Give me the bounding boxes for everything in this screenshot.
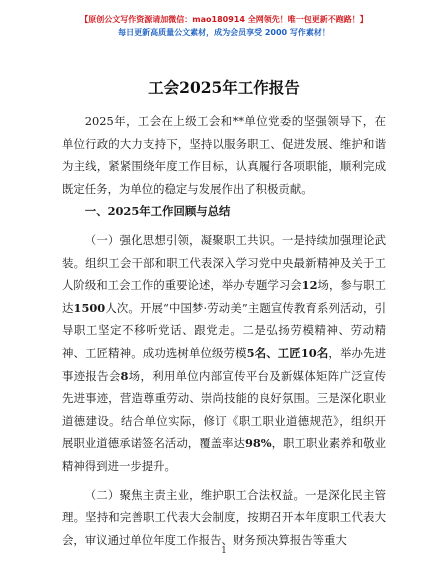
text-run: 人次。开展“中国梦·劳动美”主题宣传教育系列活动，引导职工坚定不移听党话、跟党走。二是弘扬劳模精神、劳动精神、工匠精神。成功选树单位级劳模 bbox=[62, 300, 386, 360]
text-run: 场，利用单位内部宣传平台及新媒体矩阵广泛宣传先进事迹，营造尊重劳动、崇尚技能的良好氛围。三是深化职业道德建设。结合单位实际，修订《职工职业道德规范》，组织开展职业道德承诺签名活动，覆盖率达 bbox=[62, 368, 386, 451]
document-title: 工会2025年工作报告 bbox=[148, 78, 300, 97]
section-heading: 一、2025年工作回顾与总结 bbox=[84, 204, 231, 219]
highlight-number: 5名、工匠10名 bbox=[246, 345, 329, 360]
highlight-number: 98% bbox=[244, 436, 272, 451]
highlight-number: 8 bbox=[120, 368, 129, 383]
page-number: 1 bbox=[221, 546, 227, 556]
paragraph-ideology bbox=[62, 229, 386, 478]
text-run: ，举办先进事迹报告会 bbox=[62, 345, 386, 383]
paragraph-rights: （二）聚焦主责主业，维护职工合法权益。一是深化民主管理。坚持和完善职工代表大会制度，按期召开本年度职工代表大会，审议通过单位年度工作报告、财务预决算报告等重大 bbox=[62, 487, 386, 547]
promo-banner-line-2: 每日更新高质量公文素材，成为会员享受 2000 写作素材！ bbox=[118, 28, 330, 37]
promo-banner-line-1: 【原创公文写作资源请加微信：mao180914 全网领先！唯一包更新不跑路！】 bbox=[80, 15, 368, 24]
highlight-number: 12 bbox=[301, 278, 318, 293]
document-body bbox=[62, 110, 386, 551]
intro-paragraph: 2025年，工会在上级工会和**单位党委的坚强领导下，在单位行政的大力支持下，坚持以服务职工、促进发展、维护和谐为主线，紧紧围绕年度工作目标，认真履行各项职能，顺利完成既定任务，为单位的稳定与发展作出了积极贡献。 bbox=[62, 114, 386, 196]
highlight-number: 1500 bbox=[73, 300, 106, 315]
text-run: ，职工职业素养和敬业精神得到进一步提升。 bbox=[62, 436, 386, 473]
text-run: （一）强化思想引领，凝聚职工共识。一是持续加强理论武装。组织工会干部和职工代表深入学习党中央最新精神及关于工人阶级和工会工作的重要论述，举办专题学习会 bbox=[62, 232, 386, 293]
text-run: 场，参与职工达 bbox=[62, 278, 386, 315]
